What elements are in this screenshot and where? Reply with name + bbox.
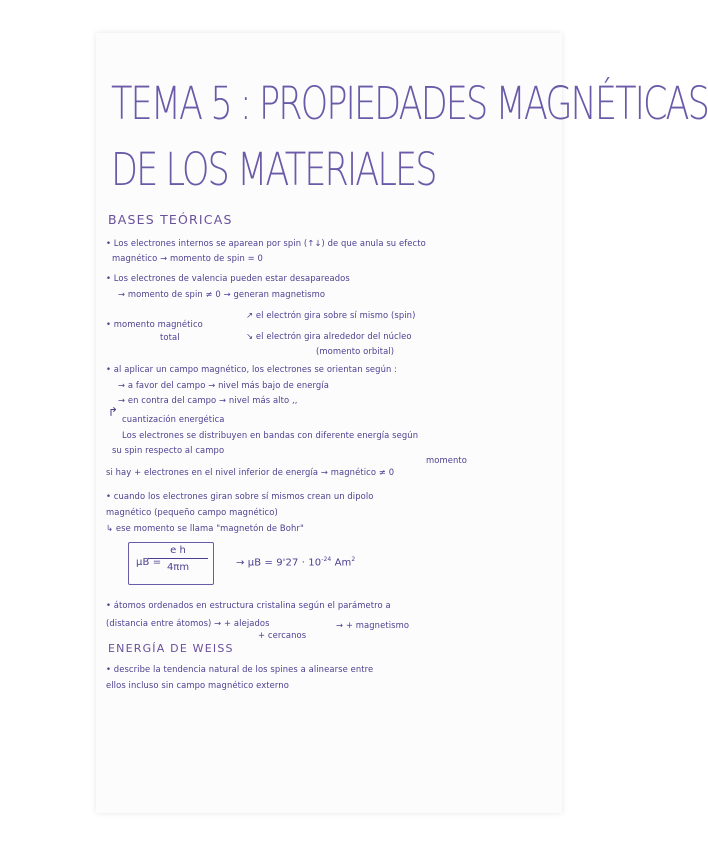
note-line: cuantización energética [122,414,225,424]
formula-result [236,556,355,568]
note-line: magnético → momento de spin = 0 [112,253,263,263]
formula-denominator: 4πm [166,562,190,573]
note-line: Los electrones se distribuyen en bandas con diferente energía según [122,430,419,440]
note-line: ellos incluso sin campo magnético externo [106,680,289,690]
note-line: • al aplicar un campo magnético, los electrones se orientan según : [106,364,398,374]
formula-unit: Am [331,557,352,569]
notebook-page [96,33,708,813]
note-line: su spin respecto al campo [112,445,225,455]
section-heading-bases: BASES TEÓRICAS [108,212,233,227]
note-line: + cercanos [258,630,307,640]
section-heading-weiss: ENERGÍA DE WEISS [108,642,234,655]
note-line: → a favor del campo → nivel más bajo de energía [118,380,329,390]
note-line: → + magnetismo [336,620,410,630]
formula-lhs: μB = [136,557,162,568]
note-line: • describe la tendencia natural de los spines a alinearse entre [106,664,374,674]
note-line: total [160,332,180,342]
note-line: • momento magnético [106,319,203,329]
note-line: ↗ el electrón gira sobre sí mismo (spin) [246,310,416,320]
note-line: si hay + electrones en el nivel inferior de energía → magnético ≠ 0 [106,467,395,477]
note-line: → momento de spin ≠ 0 → generan magnetismo [118,289,326,299]
formula-fraction [148,545,208,573]
note-line: ↳ ese momento se llama "magnetón de Bohr" [106,523,304,533]
note-line: ↘ el electrón gira alrededor del núcleo [246,331,412,341]
note-line: • Los electrones de valencia pueden estar desapareados [106,273,350,283]
note-line: magnético (pequeño campo magnético) [106,507,278,517]
note-line: • cuando los electrones giran sobre sí mismos crean un dipolo [106,491,374,501]
formula-exponent: -24 [321,556,332,563]
note-line: • Los electrones internos se aparean por spin (↑↓) de que anula su efecto [106,238,426,248]
note-line: → en contra del campo → nivel más alto ,, [118,395,298,405]
formula-numerator: e h [148,545,208,559]
page-title-line-2: DE LOS MATERIALES [111,143,436,196]
note-line: momento [426,455,468,465]
note-line: • átomos ordenados en estructura cristalina según el parámetro a [106,600,391,610]
formula-rhs: → μB = 9'27 · 10 [236,557,322,569]
note-line: (distancia entre átomos) → + alejados [106,618,270,628]
formula-unit-exponent: 2 [351,556,356,563]
note-line: (momento orbital) [316,346,395,356]
page-title: TEMA 5 : PROPIEDADES MAGNÉTICAS [111,77,708,130]
curved-arrow-icon: ↱ [108,405,119,419]
